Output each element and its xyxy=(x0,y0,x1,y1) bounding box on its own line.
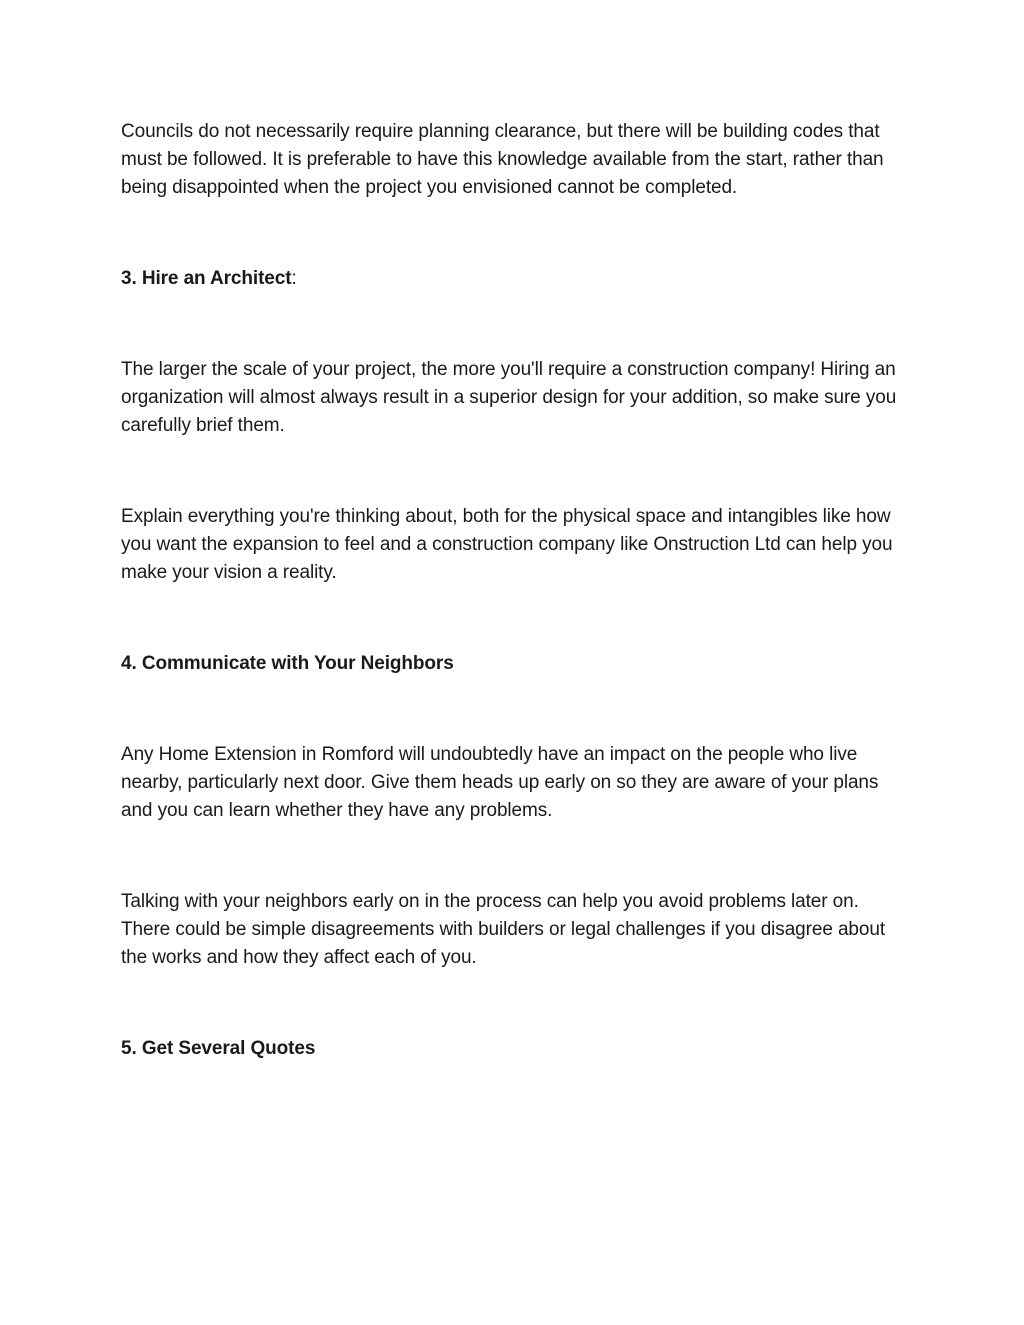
document-body xyxy=(121,118,911,1063)
heading-get-quotes: 5. Get Several Quotes xyxy=(121,1038,316,1059)
heading-hire-architect-colon: : xyxy=(291,268,297,289)
paragraph-building-codes: Councils do not necessarily require planning clearance, but there will be building codes that must be followed. It is preferable to have this knowledge available from the start, rather than being disappointed when the project you envisioned cannot be completed. xyxy=(121,121,884,198)
heading-hire-architect-text: 3. Hire an Architect xyxy=(121,268,292,289)
paragraph-construction-company: The larger the scale of your project, the more you'll require a construction company! Hiring an organization will almost always result in a superior design for your addition, so make sure you carefully brief them. xyxy=(121,359,897,436)
heading-hire-architect xyxy=(121,265,911,293)
paragraph-talking-neighbors: Talking with your neighbors early on in the process can help you avoid problems later on. There could be simple disagreements with builders or legal challenges if you disagree about the works and how they affect each of you. xyxy=(121,891,886,968)
heading-communicate-neighbors: 4. Communicate with Your Neighbors xyxy=(121,653,454,674)
paragraph-home-extension: Any Home Extension in Romford will undoubtedly have an impact on the people who live nearby, particularly next door. Give them heads up early on so they are aware of your plans and you can learn whether they have any problems. xyxy=(121,744,879,821)
paragraph-explain-everything: Explain everything you're thinking about, both for the physical space and intangibles like how you want the expansion to feel and a construction company like Onstruction Ltd can help you make your vision a reality. xyxy=(121,506,893,583)
